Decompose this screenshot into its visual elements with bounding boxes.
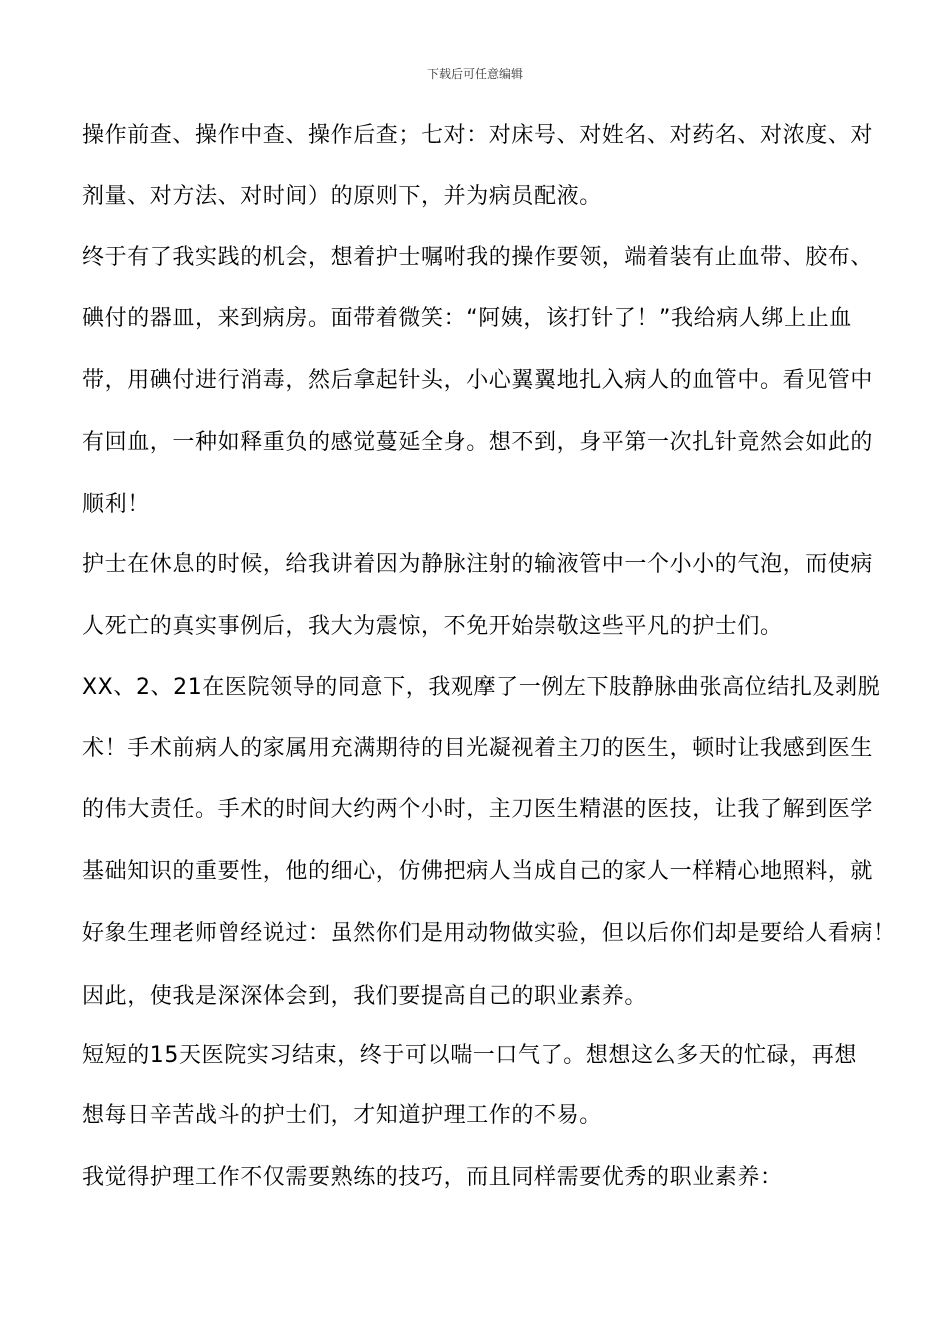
text-line: 护士在休息的时候，给我讲着因为静脉注射的输液管中一个小小的气泡，而使病 [82, 552, 874, 577]
text-line: XX、2、21在医院领导的同意下，我观摩了一例左下肢静脉曲张高位结扎及剥脱 [82, 675, 881, 700]
text-line: 术！手术前病人的家属用充满期待的目光凝视着主刀的医生，顿时让我感到医生 [82, 736, 874, 761]
text-line: 碘付的器皿，来到病房。面带着微笑：“阿姨，该打针了！”我给病人绑上止血 [82, 306, 852, 331]
text-line: 短短的15天医院实习结束，终于可以喘一口气了。想想这么多天的忙碌，再想 [82, 1043, 857, 1068]
text-line: 剂量、对方法、对时间）的原则下，并为病员配液。 [82, 184, 602, 209]
page-header: 下载后可任意编辑 [426, 67, 523, 81]
text-line: 人死亡的真实事例后，我大为震惊，不免开始崇敬这些平凡的护士们。 [82, 614, 783, 639]
text-line: 有回血，一种如释重负的感觉蔓延全身。想不到，身平第一次扎针竟然会如此的 [82, 430, 874, 455]
text-line: 顺利！ [82, 492, 150, 517]
text-line: 带，用碘付进行消毒，然后拿起针头，小心翼翼地扎入病人的血管中。看见管中 [82, 368, 874, 393]
text-line: 因此，使我是深深体会到，我们要提高自己的职业素养。 [82, 984, 648, 1009]
text-line: 想每日辛苦战斗的护士们，才知道护理工作的不易。 [82, 1103, 602, 1128]
text-line: 我觉得护理工作不仅需要熟练的技巧，而且同样需要优秀的职业素养： [82, 1165, 783, 1190]
text-line: 操作前查、操作中查、操作后查；七对：对床号、对姓名、对药名、对浓度、对 [82, 123, 874, 148]
text-line: 基础知识的重要性，他的细心，仿佛把病人当成自己的家人一样精心地照料，就 [82, 859, 874, 884]
text-line: 好象生理老师曾经说过：虽然你们是用动物做实验，但以后你们却是要给人看病！ [82, 921, 896, 946]
text-line: 终于有了我实践的机会，想着护士嘱咐我的操作要领，端着装有止血带、胶布、 [82, 245, 874, 270]
text-line: 的伟大责任。手术的时间大约两个小时，主刀医生精湛的医技，让我了解到医学 [82, 797, 874, 822]
